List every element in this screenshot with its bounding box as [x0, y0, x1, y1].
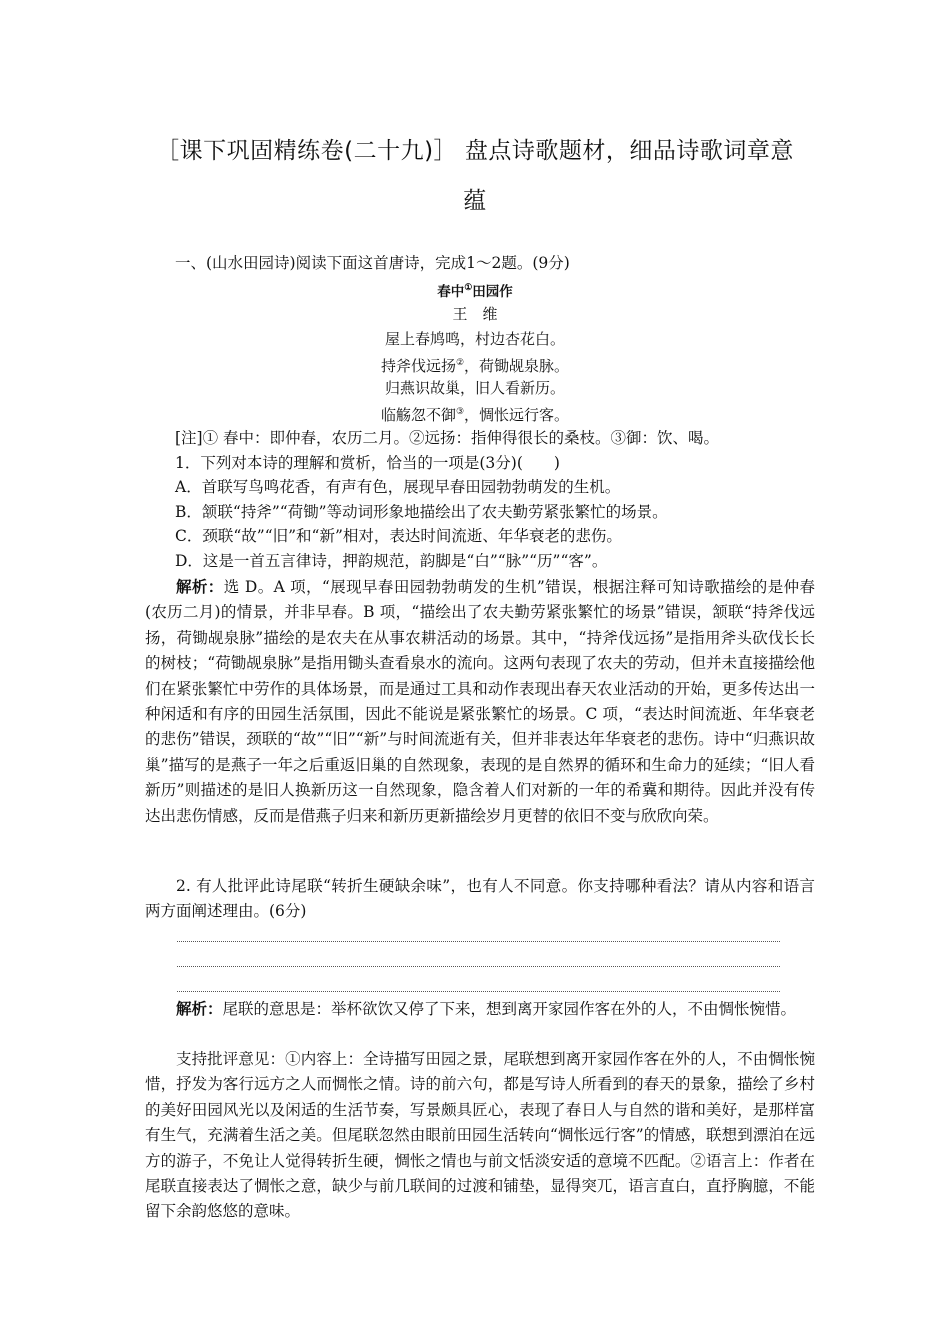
- question-2-stem: 2. 有人批评此诗尾联“转折生硬缺余味”，也有人不同意。你支持哪种看法？请从内容和语言两方面阐述理由。(6分): [145, 877, 815, 921]
- answer-line-2: [177, 966, 780, 967]
- analysis-text: 选 D。A 项，“展现早春田园勃勃萌发的生机”错误，根据注释可知诗歌描绘的是仲春(农历二月)的情景，并非早春。B 项，“描绘出了农夫勤劳紧张繁忙的场景”错误，颔联“持斧伐远扬，荷锄觇泉脉”描绘的是农夫在从事农耕活动的场景。其中，“持斧伐远扬”是指用斧头砍伐长长的树枝；“荷锄觇泉脉”是指用锄头查看泉水的流向。这两句表现了农夫的劳动，但并未直接描绘他们在紧张繁忙中劳作的具体场景，而是通过工具和动作表现出春天农业活动的开始，更多传达出一种闲适和有序的田园生活氛围，因此不能说是紧张繁忙的场景。C 项，“表达时间流逝、年华衰老的悲伤”错误，颈联的“故”“旧”“新”与时间流逝有关，但并非表达年华衰老的悲伤。诗中“归燕识故巢”描写的是燕子一年之后重返旧巢的自然现象，表现的是自然界的循环和生命力的延续；“旧人看新历”则描述的是旧人换新历这一自然现象，隐含着人们对新的一年的希冀和期待。因此并没有传达出悲伤情感，反而是借燕子归来和新历更新描绘岁月更替的依旧不变与欣欣向荣。: [145, 578, 815, 825]
- question-2-support: 支持批评意见：①内容上：全诗描写田园之景，尾联想到离开家园作客在外的人，不由惆怅惋惜，抒发为客行远方之人而惆怅之情。诗的前六句，都是写诗人所看到的春天的景象，描绘了乡村的美好田园风光以及闲适的生活节奏，写景颇具匠心，表现了春日人与自然的谐和美好，是那样富有生气，充满着生活之美。但尾联忽然由眼前田园生活转向“惆怅远行客”的情感，联想到漂泊在远方的游子，不免让人觉得转折生硬，惆怅之情也与前文恬淡安适的意境不匹配。②语言上：作者在尾联直接表达了惆怅之意，缺少与前几联间的过渡和铺垫，显得突兀，语言直白，直抒胸臆，不能留下余韵悠悠的意味。: [145, 1050, 815, 1221]
- poem-note: [注]① 春中：即仲春，农历二月。②远扬：指伸得很长的桑枝。③御：饮、喝。: [175, 429, 720, 447]
- option-c: C．颈联“故”“旧”和“新”相对，表达时间流逝、年华衰老的悲伤。: [175, 527, 622, 545]
- poem-line-4-b: ，惆怅远行客。: [464, 406, 570, 424]
- answer-line-1: [177, 941, 780, 942]
- footnote-marker-3: ③: [455, 407, 465, 417]
- analysis-label-2: 解析：: [176, 999, 223, 1018]
- poem-line-2-b: ，荷锄觇泉脉。: [464, 357, 570, 375]
- question-2-analysis: [145, 996, 815, 1022]
- poem-author: 王 维: [452, 305, 498, 323]
- title-line-2: 蕴: [463, 188, 487, 214]
- option-a: A．首联写鸟鸣花香，有声有色，展现早春田园勃勃萌发的生机。: [175, 478, 621, 496]
- footnote-marker-2: ②: [455, 358, 465, 368]
- option-b: B．颔联“持斧”“荷锄”等动词形象地描绘出了农夫勤劳紧张繁忙的场景。: [175, 503, 668, 521]
- poem-title: [140, 276, 810, 304]
- answer-line-3: [177, 991, 780, 992]
- footnote-marker-1: ①: [464, 283, 473, 293]
- title-line-1: ［课下巩固精练卷(二十九)］ 盘点诗歌题材，细品诗歌词章意: [156, 138, 794, 164]
- question-1-stem: 1．下列对本诗的理解和赏析，恰当的一项是(3分)( ): [175, 454, 560, 472]
- poem-line-2: [140, 351, 810, 378]
- poem-title-part-1: 春中: [437, 284, 465, 300]
- analysis-text-2: 尾联的意思是：举杯欲饮又停了下来，想到离开家园作客在外的人，不由惆怅惋惜。: [222, 1000, 797, 1018]
- section-heading: 一、(山水田园诗)阅读下面这首唐诗，完成1～2题。(9分): [175, 254, 570, 272]
- poem-line-3: 归燕识故巢，旧人看新历。: [384, 379, 565, 397]
- poem-line-2-a: 持斧伐远扬: [380, 357, 456, 375]
- poem-line-4: [140, 400, 810, 427]
- poem-title-part-2: 田园作: [472, 284, 513, 300]
- page-title: [140, 126, 810, 226]
- question-1-analysis: [145, 574, 815, 829]
- poem-line-1: 屋上春鸠鸣，村边杏花白。: [384, 330, 565, 348]
- poem-line-4-a: 临觞忽不御: [380, 406, 456, 424]
- option-d: D．这是一首五言律诗，押韵规范，韵脚是“白”“脉”“历”“客”。: [175, 552, 608, 570]
- analysis-label: 解析：: [176, 577, 224, 596]
